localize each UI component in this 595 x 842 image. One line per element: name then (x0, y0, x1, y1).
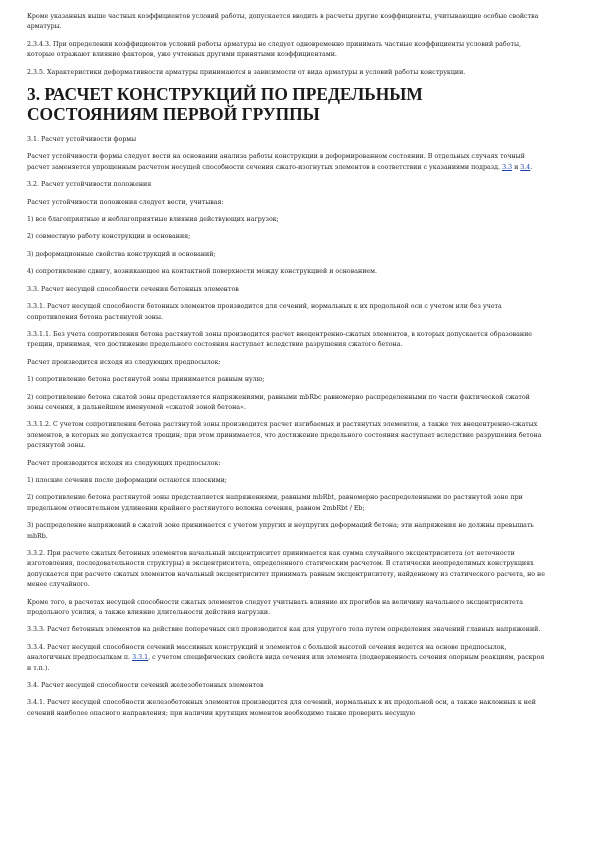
paragraph-p20: 1) плоские сечения после деформации остаются плоскими; (27, 476, 227, 484)
text-fragment: Расчет устойчивости формы следует вести на основании анализа работы конструкции в деформированном состоянии. В отдельных случаях точный расчет заменяется упрощенным расчетом несущей способности сечения сжато-изогнутых элементов в соответствии с указаниями подразд. (27, 153, 525, 171)
paragraph-p2: 2.3.4.3. При определении коэффициентов условий работы арматуры не следует одновременно принимать частные коэффициенты условий работы, которые отражают влияние факторов, уже учтенных другими принятыми коэффициентами. (27, 40, 522, 59)
section-link[interactable]: 3.3.1 (132, 654, 149, 662)
paragraph-p1: Кроме указанных выше частных коэффициентов условий работы, допускается вводить в расчеты другие коэффициенты, учитывающие особые свойства арматуры. (27, 13, 539, 31)
paragraph-p21: 2) сопротивление бетона растянутой зоны представляется напряжениями, равными mbRbt, равномерно распределенными по растянутой зоне при предельном относительном удлинении крайнего растянутого волокна сечения, равном 2mbRbt / Eb; (27, 494, 523, 512)
paragraph-p6: 3.2. Расчет устойчивости положения (27, 181, 152, 189)
paragraph-p5 (27, 152, 545, 173)
paragraph-p16: 1) сопротивление бетона растянутой зоны принимается равным нулю; (27, 376, 265, 384)
paragraph-p3: 2.3.5. Характеристики деформативности арматуры принимаются в зависимости от вида арматуры и условий работы конструкции. (27, 68, 466, 76)
paragraph-p11: 4) сопротивление сдвигу, возникающее на контактной поверхности между конструкцией и основанием. (27, 268, 378, 276)
paragraph-p9: 2) совместную работу конструкции и основания; (27, 233, 191, 241)
section-link[interactable]: 3.3 (502, 163, 513, 171)
paragraph-p27: 3.4. Расчет несущей способности сечений железобетонных элементов (27, 682, 264, 690)
paragraph-p10: 3) деформационные свойства конструкций и оснований; (27, 250, 216, 258)
paragraph-p22: 3) распределение напряжений в сжатой зоне принимается с учетом упругих и неупругих деформаций бетона; эти напряжения не должны превышать mbRb. (27, 522, 534, 540)
paragraph-p13: 3.3.1. Расчет несущей способности бетонных элементов производится для сечений, нормальных к их продольной оси с учетом или без учета сопротивления бетона растянутой зоны. (27, 303, 502, 321)
paragraph-p25: 3.3.3. Расчет бетонных элементов на действие поперечных сил производится как для упругого тела путем определения значений главных напряжений. (27, 626, 541, 634)
text-fragment: 3.3.4. Расчет несущей способности сечений массивных конструкций и элементов с большой высотой сечения ведется на основе предпосылок, аналогичных предпосылкам п. (27, 643, 507, 662)
text-fragment: и (512, 163, 521, 171)
paragraph-p23: 3.3.2. При расчете сжатых бетонных элементов начальный эксцентриситет принимается как сумма случайного эксцентриситета (от неточности изготовления, последовательности структуры) и эксцентриситета, определенного статическим расчетом. В статически неопределимых конструкциях допускается при расчете сжатых элементов начальный эксцентриситет принимать равным эксцентриситету, найденному из статического расчета, но не менее случайного. (27, 550, 545, 589)
paragraph-p7: Расчет устойчивости положения следует вести, учитывая: (27, 198, 224, 206)
paragraph-p18: 3.3.1.2. С учетом сопротивления бетона растянутой зоны производится расчет изгибаемых и растянутых элементов, а также тех внецентренно-сжатых элементов, в которых не допускается трещин; при этом принимается, что достижение предельного состояния наступает вследствие разрушения бетона растянутой зоны. (27, 421, 542, 450)
paragraph-p24: Кроме того, в расчетах несущей способности сжатых элементов следует учитывать влияние их прогибов на величину начального эксцентриситета продольного усилия, а также влияние длительности действия нагрузки. (27, 598, 523, 617)
paragraph-p14: 3.3.1.1. Без учета сопротивления бетона растянутой зоны производится расчет внецентренно-сжатых элементов, в которых допускается образование трещин, принимая, что достижение предельного состояния наступает вследствие разрушения сжатого бетона. (27, 330, 533, 349)
text-fragment: , с учетом специфических свойств вида сечения или элемента (подверженность сечения опорным реакциям, раскроя и т.п.). (27, 654, 545, 672)
text-fragment: . (530, 163, 533, 171)
paragraph-p15: Расчет производится исходя из следующих предпосылок: (27, 358, 221, 366)
section-link[interactable]: 3.4 (520, 163, 531, 171)
paragraph-p26 (27, 643, 545, 674)
paragraph-p28: 3.4.1. Расчет несущей способности железобетонных элементов производится для сечений, нормальных к их продольной оси, а также наклонных к ней сечений наиболее опасного направления; при наличии крутящих моментов необходимо также проверить несущую (27, 699, 536, 717)
paragraph-p4: 3.1. Расчет устойчивости формы (27, 136, 137, 144)
paragraph-p17: 2) сопротивление бетона сжатой зоны представляется напряжениями, равными mbRbc равномерно распределенными по части фактической сжатой зоны сечения, в дальнейшем именуемой «сжатой зоной бетона». (27, 393, 530, 411)
section-heading: 3. РАСЧЕТ КОНСТРУКЦИЙ ПО ПРЕДЕЛЬНЫМ СОСТОЯНИЯМ ПЕРВОЙ ГРУППЫ (27, 84, 423, 124)
paragraph-p12: 3.3. Расчет несущей способности сечения бетонных элементов (27, 285, 239, 293)
paragraph-p19: Расчет производится исходя из следующих предпосылок: (27, 459, 221, 467)
paragraph-p8: 1) все благоприятные и неблагоприятные влияния действующих нагрузок; (27, 216, 279, 224)
